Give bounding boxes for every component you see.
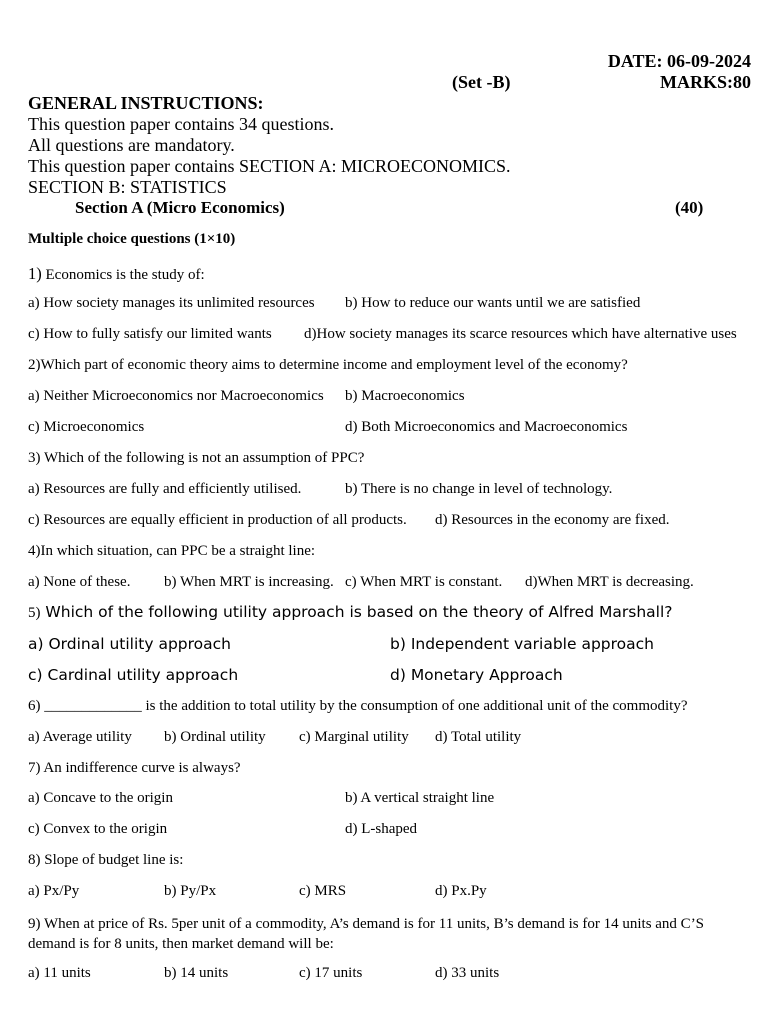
instructions-title: GENERAL INSTRUCTIONS:	[28, 93, 264, 113]
question-text: 4)In which situation, can PPC be a straight line:	[28, 543, 316, 559]
option-d: d) 33 units	[435, 965, 500, 981]
option-b: b) Ordinal utility	[164, 729, 266, 745]
option-a: a) How society manages its unlimited resources	[28, 295, 315, 311]
option-b: b) Macroeconomics	[345, 388, 465, 404]
exam-date: DATE: 06-09-2024	[607, 51, 751, 71]
question-number: 1)	[28, 264, 42, 283]
option-d: d) Px.Py	[435, 883, 487, 899]
mcq-heading: Multiple choice questions (1×10)	[28, 231, 236, 247]
option-b: b) A vertical straight line	[345, 790, 495, 806]
option-d: d)When MRT is decreasing.	[525, 574, 694, 590]
exam-set: (Set -B)	[452, 72, 511, 92]
question-text: 1) Economics is the study of:	[28, 264, 205, 283]
option-d: d) Monetary Approach	[390, 666, 563, 684]
option-d: d) Both Microeconomics and Macroeconomics	[345, 419, 628, 435]
option-b: b) How to reduce our wants until we are satisfied	[345, 295, 641, 311]
option-c: c) Marginal utility	[299, 729, 409, 745]
question-text: 2)Which part of economic theory aims to determine income and employment level of the economy?	[28, 357, 628, 373]
option-c: c) Resources are equally efficient in production of all products.	[28, 512, 407, 528]
question-text: 9) When at price of Rs. 5per unit of a commodity, A’s demand is for 11 units, B’s demand is for 14 units and C’S demand is for 8 units, then market demand will be:	[28, 916, 705, 952]
option-c: c) Cardinal utility approach	[28, 666, 239, 684]
instruction-line: This question paper contains 34 questions.	[28, 114, 334, 134]
question-text: 3) Which of the following is not an assumption of PPC?	[28, 450, 365, 466]
instruction-line: This question paper contains SECTION A: MICROECONOMICS.	[28, 156, 511, 176]
option-d: d) Total utility	[435, 729, 522, 745]
instruction-line: All questions are mandatory.	[28, 135, 235, 155]
option-b: b) There is no change in level of technology.	[345, 481, 613, 497]
question-text: 5) Which of the following utility approach is based on the theory of Alfred Marshall?	[28, 603, 673, 621]
option-d: d) L-shaped	[345, 821, 418, 837]
option-b: b) When MRT is increasing.	[164, 574, 334, 590]
option-a: a) Px/Py	[28, 883, 80, 899]
question-text: 7) An indifference curve is always?	[28, 760, 241, 776]
option-d: d)How society manages its scarce resources which have alternative uses	[304, 326, 737, 342]
question-number: 7)	[28, 760, 41, 776]
option-c: c) Microeconomics	[28, 419, 145, 435]
option-b: b) Py/Px	[164, 883, 217, 899]
option-c: c) How to fully satisfy our limited wants	[28, 326, 272, 342]
option-a: a) Ordinal utility approach	[28, 635, 232, 653]
option-a: a) 11 units	[28, 965, 91, 981]
question-number: 5)	[28, 605, 41, 621]
option-a: a) Concave to the origin	[28, 790, 173, 806]
option-b: b) 14 units	[164, 965, 229, 981]
section-marks: (40)	[675, 198, 704, 217]
question-text: 6) _____________ is the addition to total utility by the consumption of one additional unit of the commodity?	[28, 698, 688, 714]
option-c: c) Convex to the origin	[28, 821, 168, 837]
option-a: a) Average utility	[28, 729, 132, 745]
option-c: c) When MRT is constant.	[345, 574, 503, 590]
option-a: a) Resources are fully and efficiently utilised.	[28, 481, 302, 497]
option-a: a) Neither Microeconomics nor Macroeconomics	[28, 388, 324, 404]
option-d: d) Resources in the economy are fixed.	[435, 512, 670, 528]
exam-marks: MARKS:80	[660, 72, 751, 92]
section-title: Section A (Micro Economics)	[75, 198, 285, 217]
question-text: 8) Slope of budget line is:	[28, 852, 184, 868]
instruction-line: SECTION B: STATISTICS	[28, 177, 227, 197]
option-c: c) 17 units	[299, 965, 363, 981]
option-b: b) Independent variable approach	[390, 635, 654, 653]
option-a: a) None of these.	[28, 574, 131, 590]
option-c: c) MRS	[299, 883, 347, 899]
